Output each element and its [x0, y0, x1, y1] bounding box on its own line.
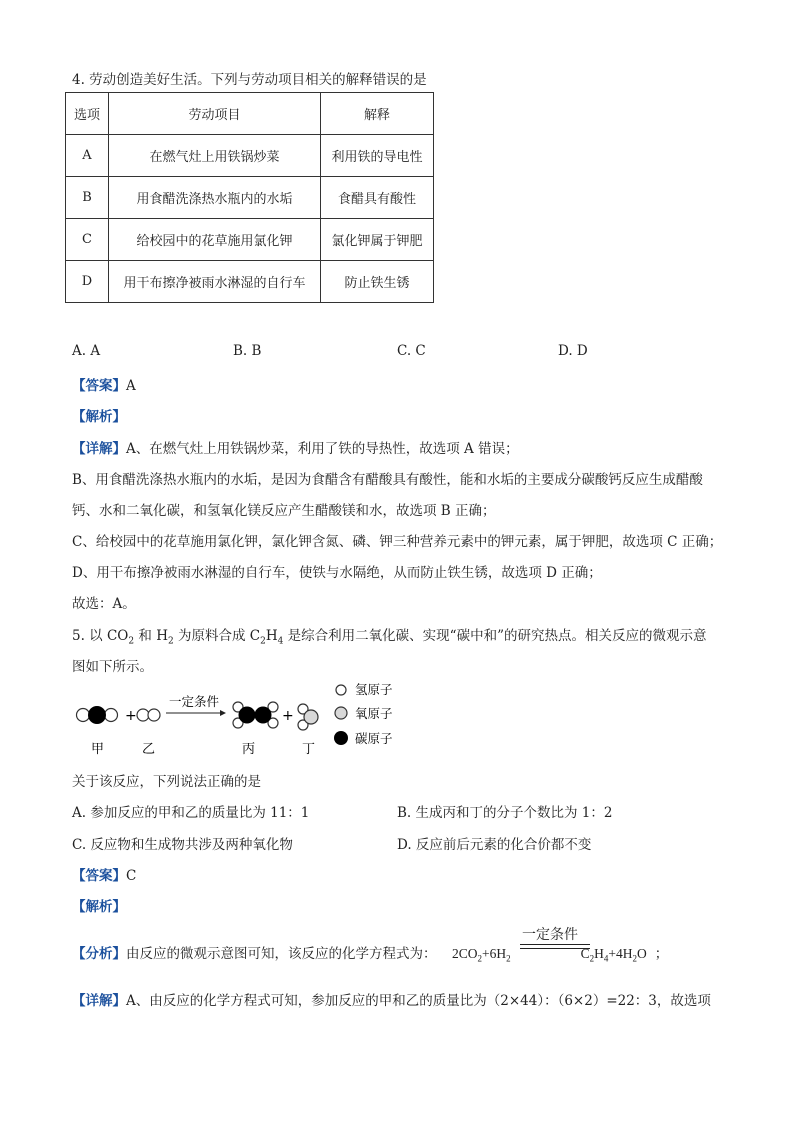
legend-hydrogen: 氢原子 — [355, 682, 393, 697]
table-row — [66, 219, 434, 261]
oxygen-atom-icon — [335, 707, 347, 719]
eq-term: 2CO — [452, 946, 478, 961]
eq-term: C — [580, 946, 590, 961]
table-cell: 利用铁的导电性 — [321, 135, 434, 177]
plus-sign: + — [282, 708, 294, 724]
table-cell: 用干布擦净被雨水淋湿的自行车 — [109, 261, 321, 303]
analysis-tag: 【解析】 — [72, 899, 126, 915]
detail-tag: 【详解】 — [72, 441, 126, 457]
q5-fenxi — [72, 942, 437, 962]
fenxi-tag: 【分析】 — [72, 946, 126, 962]
table-row — [66, 261, 434, 303]
subscript: 2 — [632, 953, 638, 964]
detail-text: A、由反应的化学方程式可知，参加反应的甲和乙的质量比为（2×44）：（6×2）=22：3，故选项 — [126, 993, 711, 1009]
eq-term: H — [594, 946, 604, 961]
legend — [334, 682, 393, 746]
table-cell: 防止铁生锈 — [321, 261, 434, 303]
fenxi-text: 由反应的微观示意图可知，该反应的化学方程式为： — [126, 946, 437, 962]
table-header-cell: 解释 — [321, 93, 434, 135]
q4-detail-line-3: 钙、水和二氧化碳，和氢氧化镁反应产生醋酸镁和水，故选项 B 正确； — [72, 503, 496, 519]
table-cell: 给校园中的花草施用氯化钾 — [109, 219, 321, 261]
table-row — [66, 135, 434, 177]
detail-tag: 【详解】 — [72, 993, 126, 1009]
reaction-diagram — [70, 680, 410, 762]
subscript: 2 — [128, 636, 135, 647]
table-cell: C — [66, 219, 109, 261]
table-header-cell: 选项 — [66, 93, 109, 135]
subscript: 2 — [506, 953, 511, 964]
q4-detail-line-2: B、用食醋洗涤热水瓶内的水垢，是因为食醋含有醋酸具有酸性，能和水垢的主要成分碳酸钙反应生成醋酸 — [72, 472, 703, 488]
table-cell: A — [66, 135, 109, 177]
eq-term: +6H — [482, 946, 507, 961]
legend-carbon: 碳原子 — [355, 731, 393, 746]
q5-option-d: D. 反应前后元素的化合价都不变 — [397, 837, 592, 853]
q4-analysis-tag — [72, 405, 126, 425]
eq-term: ； — [654, 946, 669, 961]
molecule-bing — [233, 702, 278, 728]
molecule-ding — [298, 704, 318, 730]
answer-value: C — [126, 868, 137, 884]
q4-detail-line-5: D、用干布擦净被雨水淋湿的自行车，使铁与水隔绝，从而防止铁生锈，故选项 D 正确； — [72, 565, 602, 581]
text-run: 和 H — [134, 628, 168, 644]
table-cell: 食醋具有酸性 — [321, 177, 434, 219]
q5-option-c: C. 反应物和生成物共涉及两种氧化物 — [72, 837, 293, 853]
answer-value: A — [126, 378, 136, 394]
equation-condition: 一定条件 — [522, 927, 578, 943]
subscript: 2 — [589, 953, 595, 964]
table-header-row — [66, 93, 434, 135]
table-cell: D — [66, 261, 109, 303]
q4-table — [65, 92, 434, 303]
q5-title-line-2: 图如下所示。 — [72, 659, 153, 675]
answer-tag: 【答案】 — [72, 868, 126, 884]
reaction-condition: 一定条件 — [169, 694, 220, 709]
q5-option-a: A. 参加反应的甲和乙的质量比为 11：1 — [72, 805, 310, 821]
molecule-jia — [77, 706, 118, 724]
table-header-cell: 劳动项目 — [109, 93, 321, 135]
carbon-atom-icon — [334, 731, 348, 745]
table-cell: 氯化钾属于钾肥 — [321, 219, 434, 261]
hydrogen-atom-icon — [336, 685, 346, 695]
q4-choice-b: B. B — [233, 343, 262, 359]
subscript: 4 — [277, 636, 284, 647]
text-run: H — [265, 628, 278, 644]
arrow-head-icon — [220, 710, 226, 716]
q4-detail-line-1 — [72, 437, 519, 457]
text-run: 为原料合成 C — [173, 628, 261, 644]
q5-detail — [72, 989, 711, 1009]
equation-line-top — [520, 944, 590, 945]
subscript: 2 — [167, 636, 174, 647]
q4-detail-line-4: C、给校园中的花草施用氯化钾，氯化钾含氮、磷、钾三种营养元素中的钾元素，属于钾肥，故选项 C 正确； — [72, 534, 723, 550]
eq-term: +4H — [608, 946, 633, 961]
q4-answer — [72, 374, 136, 394]
chemical-equation — [452, 942, 668, 964]
q5-analysis-tag — [72, 895, 126, 915]
q4-conclusion: 故选：A。 — [72, 596, 136, 612]
q4-title: 4. 劳动创造美好生活。下列与劳动项目相关的解释错误的是 — [72, 72, 427, 88]
text-run: 5. 以 CO — [72, 628, 129, 644]
label-jia: 甲 — [91, 742, 105, 757]
molecule-yi — [137, 709, 160, 721]
label-ding: 丁 — [302, 742, 316, 757]
table-cell: 在燃气灶上用铁锅炒菜 — [109, 135, 321, 177]
answer-tag: 【答案】 — [72, 378, 126, 394]
q4-choice-a: A. A — [72, 343, 101, 359]
q4-choice-c: C. C — [397, 343, 426, 359]
label-bing: 丙 — [242, 742, 256, 757]
table-cell: B — [66, 177, 109, 219]
q4-choice-d: D. D — [558, 343, 588, 359]
plus-sign: + — [125, 708, 137, 724]
table-cell: 用食醋洗涤热水瓶内的水垢 — [109, 177, 321, 219]
eq-term: O — [637, 946, 647, 961]
analysis-tag: 【解析】 — [72, 409, 126, 425]
detail-text: A、在燃气灶上用铁锅炒菜，利用了铁的导热性，故选项 A 错误； — [126, 441, 519, 457]
text-run: 是综合利用二氧化碳、实现“碳中和”的研究热点。相关反应的微观示意 — [283, 628, 707, 644]
subscript: 2 — [260, 636, 266, 647]
table-row — [66, 177, 434, 219]
subscript: 4 — [603, 953, 609, 964]
q5-title-line-1 — [72, 624, 706, 647]
q5-answer — [72, 864, 136, 884]
q5-option-b: B. 生成丙和丁的分子个数比为 1：2 — [397, 805, 613, 821]
legend-oxygen: 氧原子 — [355, 706, 393, 721]
label-yi: 乙 — [142, 742, 156, 757]
q5-stem: 关于该反应，下列说法正确的是 — [72, 774, 261, 790]
subscript: 2 — [477, 953, 483, 964]
equation-line-bottom — [520, 948, 590, 949]
